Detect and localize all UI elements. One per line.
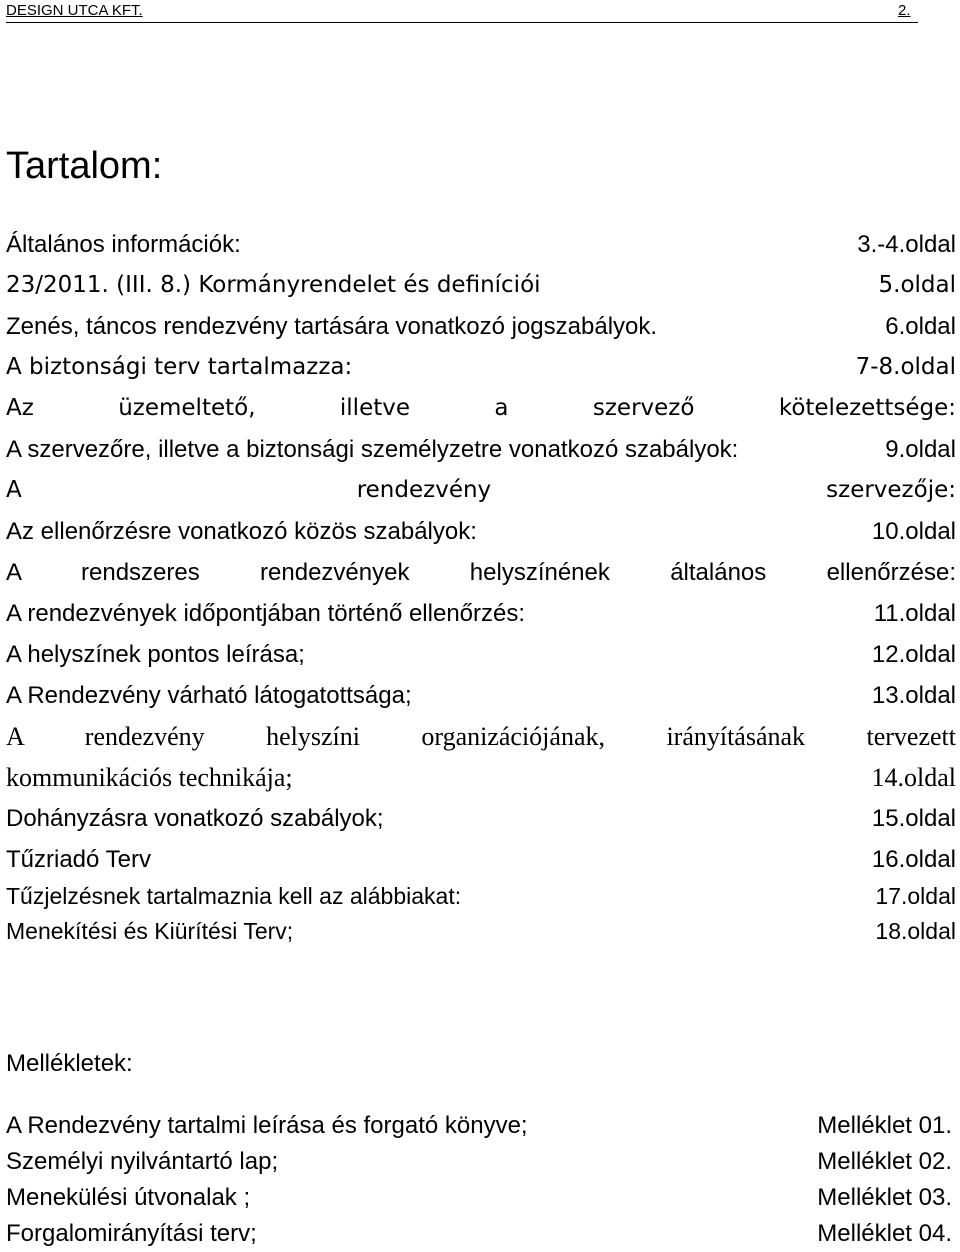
toc-row — [6, 306, 956, 347]
attachment-label: Forgalomirányítási terv; — [6, 1220, 257, 1247]
toc-row — [6, 839, 956, 879]
toc-label: Tűzjelzésnek tartalmaznia kell az alábbiakat: — [6, 883, 462, 909]
toc-page: 13.oldal — [871, 682, 956, 709]
attachment-label: A Rendezvény tartalmi leírása és forgató könyve; — [6, 1112, 528, 1139]
toc-page: 3.-4.oldal — [857, 231, 956, 258]
toc-row — [6, 879, 956, 914]
toc-label: A rendezvények időpontjában történő ellenőrzés: — [6, 600, 526, 627]
page-number: 2. — [898, 2, 911, 19]
attachment-row — [6, 1216, 952, 1252]
toc-label: Tűzriadó Terv — [6, 846, 151, 873]
attachment-row — [6, 1108, 952, 1144]
toc-row — [6, 675, 956, 716]
attachment-row — [6, 1180, 952, 1216]
toc-page: 12.oldal — [871, 641, 956, 668]
toc-label: Zenés, táncos rendezvény tartására vonatkozó jogszabályok. — [6, 313, 658, 340]
toc-label: A Rendezvény várható látogatottsága; — [6, 682, 412, 709]
toc-label: Az üzemeltető, illetve a szervező kötelezettsége: — [6, 395, 956, 421]
toc-page: 15.oldal — [871, 805, 956, 832]
toc-label: A rendezvény helyszíni organizációjának, irányításának tervezett — [6, 722, 956, 751]
toc-label: Dohányzásra vonatkozó szabályok; — [6, 805, 384, 832]
toc-page: 17.oldal — [875, 883, 956, 909]
toc-page: 18.oldal — [875, 918, 956, 944]
toc-label: Általános információk: — [6, 231, 241, 258]
toc-label: 23/2011. (III. 8.) Kormányrendelet és definíciói — [6, 272, 541, 298]
toc-label: Az ellenőrzésre vonatkozó közös szabályok: — [6, 518, 477, 545]
toc-row — [6, 511, 956, 552]
toc-row — [6, 265, 956, 306]
toc-page: 14.oldal — [871, 763, 956, 792]
table-of-contents — [6, 224, 956, 949]
toc-row — [6, 798, 956, 839]
attachments-list — [6, 1108, 952, 1252]
toc-row — [6, 224, 956, 265]
toc-row — [6, 347, 956, 388]
toc-row — [6, 470, 956, 511]
toc-label: A szervezőre, illetve a biztonsági személyzetre vonatkozó szabályok: — [6, 436, 739, 463]
toc-page: 9.oldal — [885, 436, 956, 463]
toc-row — [6, 593, 956, 634]
toc-title: Tartalom: — [6, 145, 163, 187]
attachment-label: Személyi nyilvántartó lap; — [6, 1148, 279, 1175]
attachment-label: Menekülési útvonalak ; — [6, 1184, 251, 1211]
toc-row — [6, 914, 956, 949]
toc-page: 6.oldal — [885, 313, 956, 340]
toc-row — [6, 552, 956, 593]
toc-label: kommunikációs technikája; — [6, 763, 293, 792]
attachment-ref: Melléklet 02. — [817, 1148, 952, 1175]
toc-page: 16.oldal — [871, 846, 956, 873]
toc-row — [6, 716, 956, 757]
toc-label: A biztonsági terv tartalmazza: — [6, 354, 353, 380]
toc-page: 7-8.oldal — [855, 354, 956, 380]
toc-row — [6, 388, 956, 429]
toc-label: Menekítési és Kiürítési Terv; — [6, 918, 294, 944]
attachment-row — [6, 1144, 952, 1180]
toc-label: A rendszeres rendezvények helyszínének általános ellenőrzése: — [6, 559, 956, 586]
company-name: DESIGN UTCA KFT. — [6, 2, 143, 19]
page-header — [6, 0, 918, 23]
toc-page: 10.oldal — [871, 518, 956, 545]
attachment-ref: Melléklet 04. — [817, 1220, 952, 1247]
toc-row — [6, 429, 956, 470]
toc-row — [6, 634, 956, 675]
toc-page: 11.oldal — [873, 600, 956, 627]
toc-page: 5.oldal — [878, 272, 956, 298]
attachments-title: Mellékletek: — [6, 1050, 133, 1077]
toc-label: A helyszínek pontos leírása; — [6, 641, 305, 668]
toc-row — [6, 757, 956, 798]
toc-label: A rendezvény szervezője: — [6, 477, 956, 503]
attachment-ref: Melléklet 01. — [817, 1112, 952, 1139]
attachment-ref: Melléklet 03. — [817, 1184, 952, 1211]
